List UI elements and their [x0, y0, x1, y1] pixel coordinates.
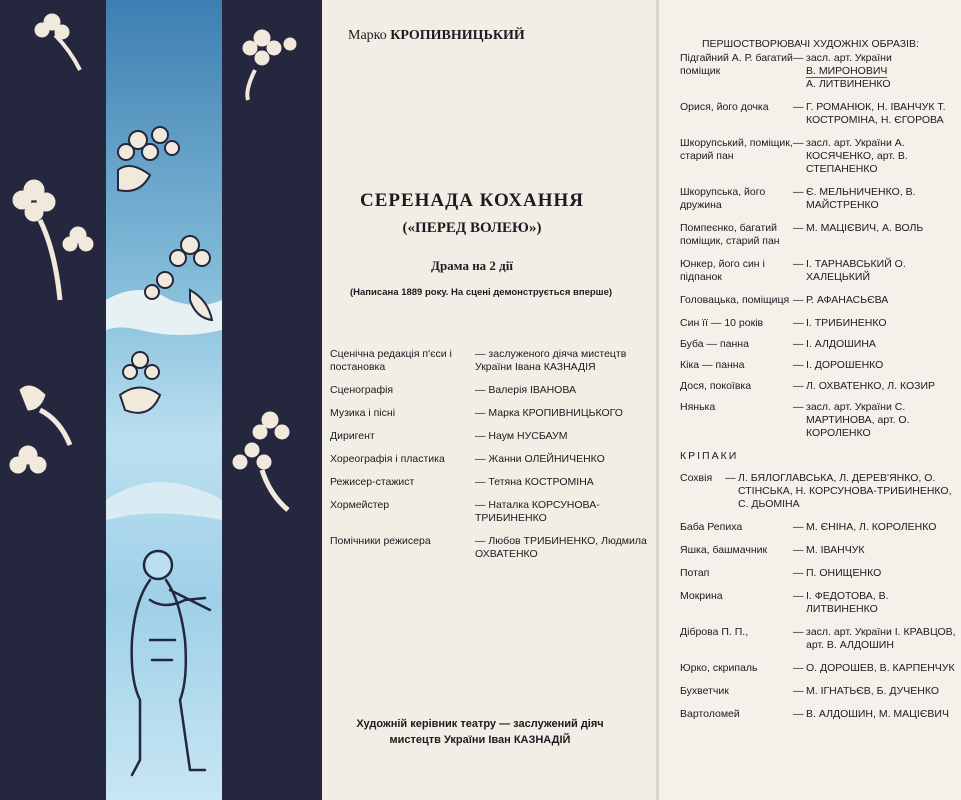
underlined-name: В. МИРОНОВИЧ	[806, 65, 888, 77]
serf-role: Сохвія	[680, 472, 713, 484]
cast-names: засл. арт. України С. МАРТИНОВА, арт. О. КОРОЛЕНКО	[806, 401, 910, 439]
cast-role: Кіка — панна	[680, 359, 745, 371]
cast-names	[806, 52, 956, 91]
cast-names: Є. МЕЛЬНИЧЕНКО, В. МАЙСТРЕНКО	[806, 186, 916, 211]
cast-names-line: засл. арт. України	[806, 52, 892, 64]
dash: —	[793, 294, 804, 306]
crew-role: Хормейстер	[330, 499, 390, 511]
play-note: (Написана 1889 року. На сцені демонструється вперше)	[349, 287, 613, 298]
serf-row	[680, 544, 956, 557]
cast-row	[680, 137, 956, 176]
footer-line-1: Художній керівник театру — заслужений діяч	[356, 718, 604, 730]
serf-role: Вартоломей	[680, 708, 740, 720]
cast-row	[680, 222, 956, 248]
serf-row	[680, 590, 956, 616]
dash: —	[725, 472, 736, 484]
cast-row	[680, 317, 956, 330]
play-subtitle: («ПЕРЕД ВОЛЕЮ»)	[402, 220, 542, 236]
crew-role: Режисер-стажист	[330, 476, 415, 488]
crew-role: Помічники режисера	[330, 535, 431, 547]
page-fold	[656, 0, 659, 800]
serf-role: Яшка, башмачник	[680, 544, 768, 556]
serf-names: М. ІВАНЧУК	[806, 544, 865, 556]
dash: —	[793, 338, 804, 350]
cast-names: Г. РОМАНЮК, Н. ІВАНЧУК Т. КОСТРОМІНА, Н. ЄГОРОВА	[806, 101, 946, 126]
cast-names-line: А. ЛИТВИНЕНКО	[806, 78, 891, 90]
serf-names: М. ЄНІНА, Л. КОРОЛЕНКО	[806, 521, 937, 533]
cast-role: Підгайний А. Р. багатий поміщик	[680, 52, 793, 77]
cast-row	[680, 359, 956, 372]
crew-row	[330, 499, 650, 525]
cast-row	[680, 186, 956, 212]
dash: —	[793, 137, 804, 149]
serf-row	[680, 662, 956, 675]
cast-role: Буба — панна	[680, 338, 749, 350]
cast-role: Головацька, поміщиця	[680, 294, 790, 306]
crew-role: Сценографія	[330, 384, 394, 396]
dash: —	[793, 359, 804, 371]
serf-names: Л. БЯЛОГЛАВСЬКА, Л. ДЕРЕВ'ЯНКО, О. СТІНСЬКА, Н. КОРСУНОВА-ТРИБИНЕНКО, С. ДЬОМІНА	[738, 472, 952, 510]
serf-role: Мокрина	[680, 590, 723, 602]
serf-names: П. ОНИЩЕНКО	[806, 567, 882, 579]
serf-row	[680, 708, 956, 721]
cast-names: І. ТРИБИНЕНКО	[806, 317, 887, 329]
cast-row	[680, 258, 956, 284]
crew-list	[330, 348, 650, 571]
dash: —	[793, 258, 804, 270]
dash: —	[793, 567, 804, 579]
floral-ornament-illustration	[0, 0, 322, 800]
serf-names: засл. арт. України І. КРАВЦОВ, арт. В. АЛДОШИН	[806, 626, 956, 651]
cast-list	[680, 52, 956, 721]
cast-row	[680, 401, 956, 440]
crew-name: — Тетяна КОСТРОМІНА	[475, 476, 594, 488]
play-genre: Драма на 2 дії	[431, 258, 513, 273]
dash: —	[793, 52, 804, 64]
dash: —	[793, 186, 804, 198]
cover-artwork	[0, 0, 322, 800]
cast-role: Нянька	[680, 401, 716, 413]
crew-role: Хореографія і пластика	[330, 453, 445, 465]
cast-role: Орися, його дочка	[680, 101, 769, 113]
serf-role: Потап	[680, 567, 710, 579]
crew-name: — Жанни ОЛЕЙНИЧЕНКО	[475, 453, 605, 465]
serf-role: Бухветчик	[680, 685, 729, 697]
dash: —	[793, 521, 804, 533]
dash: —	[793, 708, 804, 720]
author-name	[348, 28, 525, 44]
serf-names: В. АЛДОШИН, М. МАЦІЄВИЧ	[806, 708, 949, 720]
crew-row	[330, 348, 650, 374]
dash: —	[793, 662, 804, 674]
serf-names: О. ДОРОШЕВ, В. КАРПЕНЧУК	[806, 662, 955, 674]
cast-row	[680, 52, 956, 91]
cast-names: засл. арт. України А. КОСЯЧЕНКО, арт. В. СТЕПАНЕНКО	[806, 137, 908, 175]
serf-row	[680, 567, 956, 580]
serf-row	[680, 626, 956, 652]
cast-role: Шкорупський, поміщик, старий пан	[680, 137, 793, 162]
footer-line-2: мистецтв України Іван КАЗНАДІЙ	[389, 734, 571, 746]
cast-row	[680, 380, 956, 393]
cast-role: Дося, покоївка	[680, 380, 752, 392]
serf-row	[680, 685, 956, 698]
cast-names: І. ТАРНАВСЬКИЙ О. ХАЛЕЦЬКИЙ	[806, 258, 906, 283]
cast-names: Л. ОХВАТЕНКО, Л. КОЗИР	[806, 380, 936, 392]
cast-names: Р. АФАНАСЬЄВА	[806, 294, 889, 306]
dash: —	[793, 222, 804, 234]
serf-names: І. ФЕДОТОВА, В. ЛИТВИНЕНКО	[806, 590, 889, 615]
dash: —	[793, 626, 804, 638]
cast-row	[680, 101, 956, 127]
crew-role: Диригент	[330, 430, 375, 442]
cast-names: І. ДОРОШЕНКО	[806, 359, 884, 371]
crew-name: — Наум НУСБАУМ	[475, 430, 568, 442]
author-last-name: КРОПИВНИЦЬКИЙ	[390, 28, 525, 43]
crew-name: — Марка КРОПИВНИЦЬКОГО	[475, 407, 623, 419]
crew-row	[330, 430, 650, 443]
serf-row	[680, 521, 956, 534]
crew-row	[330, 535, 650, 561]
dash: —	[793, 401, 804, 413]
cast-role: Шкорупська, його дружина	[680, 186, 766, 211]
crew-name: — заслуженого діяча мистецтв України Івана КАЗНАДІЯ	[475, 348, 627, 373]
cast-role: Юнкер, його син і підпанок	[680, 258, 765, 283]
crew-row	[330, 384, 650, 397]
dash: —	[793, 317, 804, 329]
dash: —	[793, 685, 804, 697]
serfs-heading: КРІПАКИ	[680, 450, 739, 462]
play-title: СЕРЕНАДА КОХАННЯ	[359, 190, 585, 211]
crew-row	[330, 407, 650, 420]
cast-names: М. МАЦІЄВИЧ, А. ВОЛЬ	[806, 222, 924, 234]
serf-row	[680, 472, 956, 511]
crew-row	[330, 476, 650, 489]
serf-role: Юрко, скрипаль	[680, 662, 758, 674]
cast-row	[680, 294, 956, 307]
dash: —	[793, 380, 804, 392]
dash: —	[793, 101, 804, 113]
crew-name: — Наталка КОРСУНОВА-ТРИБИНЕНКО	[475, 499, 600, 524]
crew-name: — Валерія ІВАНОВА	[475, 384, 576, 396]
serf-role: Діброва П. П.,	[680, 626, 749, 638]
serf-names: М. ІГНАТЬЄВ, Б. ДУЧЕНКО	[806, 685, 940, 697]
author-first-name: Марко	[348, 28, 387, 43]
artistic-director-credit	[330, 716, 630, 748]
crew-row	[330, 453, 650, 466]
crew-role: Сценічна редакція п'єси і постановка	[330, 348, 452, 373]
dash: —	[793, 590, 804, 602]
cast-heading: ПЕРШОСТВОРЮВАЧІ ХУДОЖНІХ ОБРАЗІВ:	[702, 38, 919, 50]
serf-role: Баба Репиха	[680, 521, 743, 533]
crew-role: Музика і пісні	[330, 407, 396, 419]
cast-row	[680, 338, 956, 351]
dash: —	[793, 544, 804, 556]
cast-role: Син її — 10 років	[680, 317, 764, 329]
cast-names: І. АЛДОШИНА	[806, 338, 876, 350]
cast-role: Помпеєнко, багатий поміщик, старий пан	[680, 222, 780, 247]
crew-name: — Любов ТРИБИНЕНКО, Людмила ОХВАТЕНКО	[475, 535, 647, 560]
